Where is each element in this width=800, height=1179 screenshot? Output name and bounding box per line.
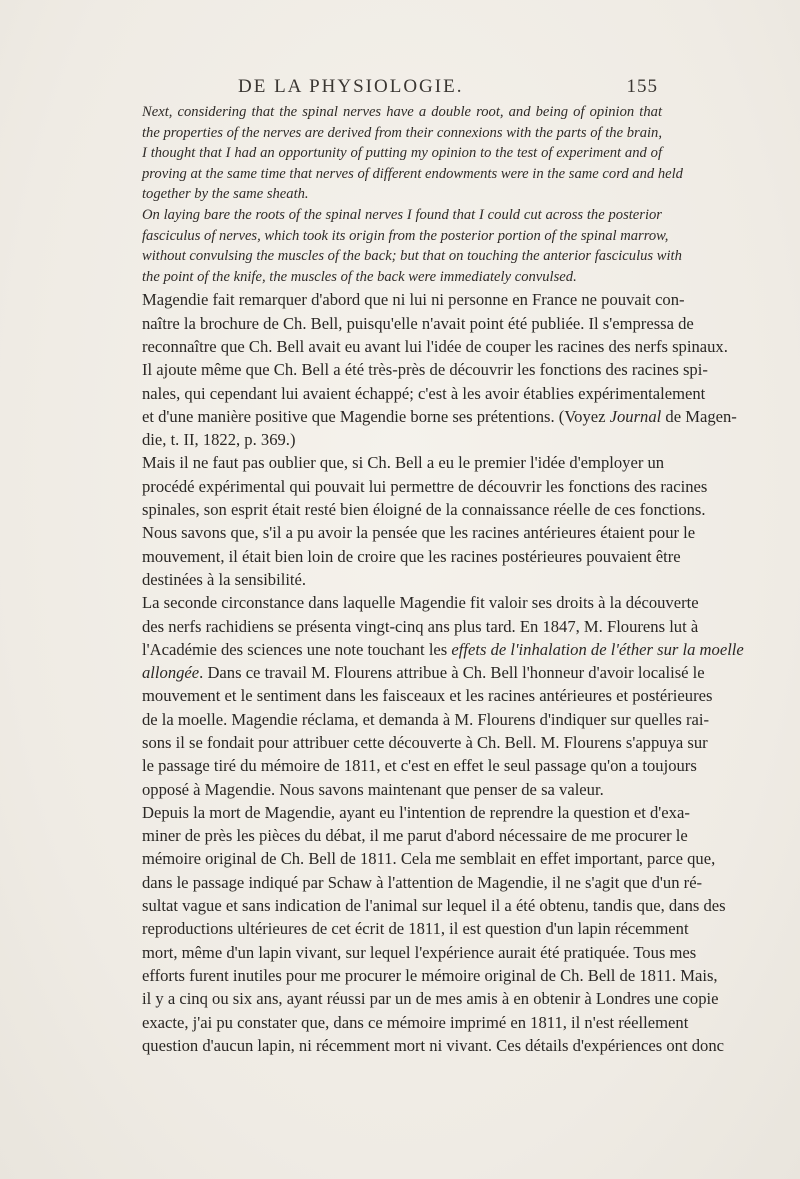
text-line: allongée. Dans ce travail M. Flourens attribue à Ch. Bell l'honneur d'avoir localisé le xyxy=(142,663,705,683)
running-header xyxy=(238,76,658,100)
text-line: mort, même d'un lapin vivant, sur lequel l'expérience aurait été pratiquée. Tous mes xyxy=(142,942,697,962)
italic-phrase: Journal xyxy=(609,406,662,426)
italic-phrase: effets de l'inhalation de l'éther sur la moelle xyxy=(451,639,744,659)
text-line: reconnaître que Ch. Bell avait eu avant lui l'idée de couper les racines des nerfs spinaux. xyxy=(142,336,728,356)
text-line: spinales, son esprit était resté bien éloigné de la connaissance réelle de ces fonctions. xyxy=(142,500,706,520)
text-line: destinées à la sensibilité. xyxy=(142,569,307,589)
text-block xyxy=(142,102,744,1057)
text-line: il y a cinq ou six ans, ayant réussi par un de mes amis à en obtenir à Londres une copie xyxy=(142,989,719,1009)
text-line: reproductions ultérieures de cet écrit de 1811, il est question d'un lapin récemment xyxy=(142,919,689,939)
text-line: opposé à Magendie. Nous savons maintenant que penser de sa valeur. xyxy=(142,779,604,799)
quote-line: without convulsing the muscles of the back; but that on touching the anterior fasciculus with xyxy=(142,248,682,265)
quote-line: I thought that I had an opportunity of putting my opinion to the test of experiment and of xyxy=(142,145,662,162)
text-line: le passage tiré du mémoire de 1811, et c'est en effet le seul passage qu'on a toujours xyxy=(142,756,697,776)
quote-line: On laying bare the roots of the spinal nerves I found that I could cut across the posterior xyxy=(142,206,662,223)
text-line: sons il se fondait pour attribuer cette découverte à Ch. Bell. M. Flourens s'appuya sur xyxy=(142,732,708,752)
quote-line: proving at the same time that nerves of different endowments were in the same cord and held xyxy=(142,165,683,182)
text-line: La seconde circonstance dans laquelle Magendie fit valoir ses droits à la découverte xyxy=(142,593,699,613)
quote-line: Next, considering that the spinal nerves have a double root, and being of opinion that xyxy=(142,104,662,120)
quote-line: together by the same sheath. xyxy=(142,186,309,203)
text-line: sultat vague et sans indication de l'animal sur lequel il a été obtenu, tandis que, dans des xyxy=(142,896,726,916)
french-body-text xyxy=(142,288,744,1057)
text-line: et d'une manière positive que Magendie borne ses prétentions. (Voyez Journal de Magen- xyxy=(142,406,737,426)
text-line: l'Académie des sciences une note touchant les effets de l'inhalation de l'éther sur la moelle xyxy=(142,639,744,659)
italic-phrase: allongée xyxy=(142,663,200,683)
text-line: exacte, j'ai pu constater que, dans ce mémoire imprimé en 1811, il n'est réellement xyxy=(142,1012,689,1032)
text-line: mouvement, il était bien loin de croire que les racines postérieures pouvaient être xyxy=(142,546,681,566)
quote-line: the point of the knife, the muscles of the back were immediately convulsed. xyxy=(142,268,577,285)
text-line: question d'aucun lapin, ni récemment mort ni vivant. Ces détails d'expériences ont donc xyxy=(142,1035,724,1055)
text-line: procédé expérimental qui pouvait lui permettre de découvrir les fonctions des racines xyxy=(142,476,708,496)
text-line: des nerfs rachidiens se présenta vingt-cinq ans plus tard. En 1847, M. Flourens lut à xyxy=(142,616,699,636)
text-line: die, t. II, 1822, p. 369.) xyxy=(142,430,296,450)
running-title: DE LA PHYSIOLOGIE. xyxy=(238,76,464,97)
quote-line: the properties of the nerves are derived from their connexions with the parts of the brain, xyxy=(142,124,662,141)
text-line: mémoire original de Ch. Bell de 1811. Cela me semblait en effet important, parce que, xyxy=(142,849,716,869)
page-number: 155 xyxy=(626,76,658,97)
text-line: dans le passage indiqué par Schaw à l'attention de Magendie, il ne s'agit que d'un ré- xyxy=(142,872,703,892)
text-line: Mais il ne faut pas oublier que, si Ch. Bell a eu le premier l'idée d'employer un xyxy=(142,453,665,473)
text-line: efforts furent inutiles pour me procurer le mémoire original de Ch. Bell de 1811. Mais, xyxy=(142,965,718,985)
text-line: Il ajoute même que Ch. Bell a été très-près de découvrir les fonctions des racines spi- xyxy=(142,360,708,380)
text-line: de la moelle. Magendie réclama, et demanda à M. Flourens d'indiquer sur quelles rai- xyxy=(142,709,709,729)
text-line: naître la brochure de Ch. Bell, puisqu'elle n'avait point été publiée. Il s'empressa de xyxy=(142,313,694,333)
text-line: miner de près les pièces du débat, il me parut d'abord nécessaire de me procurer le xyxy=(142,826,688,846)
text-line: Depuis la mort de Magendie, ayant eu l'intention de reprendre la question et d'exa- xyxy=(142,802,690,822)
text-line: Nous savons que, s'il a pu avoir la pensée que les racines antérieures étaient pour le xyxy=(142,523,696,543)
text-line: nales, qui cependant lui avaient échappé; c'est à les avoir établies expérimentalement xyxy=(142,383,706,403)
text-line: mouvement et le sentiment dans les faisceaux et les racines antérieures et postérieures xyxy=(142,686,713,706)
text-line: Magendie fait remarquer d'abord que ni lui ni personne en France ne pouvait con- xyxy=(142,290,685,310)
quote-line: fasciculus of nerves, which took its origin from the posterior portion of the spinal marrow, xyxy=(142,227,669,244)
english-quotation xyxy=(142,102,683,287)
